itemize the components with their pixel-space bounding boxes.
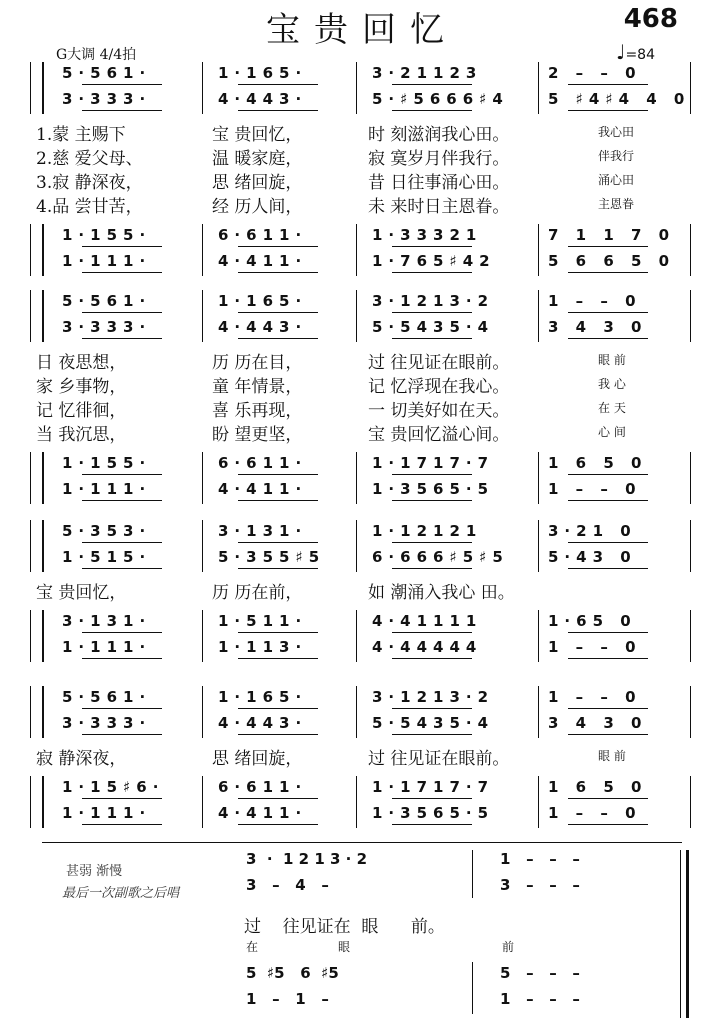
measure-low2: 1·111· (62, 480, 152, 498)
measure-low2: 1 – – 0 (548, 804, 642, 822)
beam-line (238, 708, 318, 709)
final-barline (680, 850, 681, 1018)
beam-line (392, 658, 472, 659)
measure-low1: 1·15♯6· (62, 778, 165, 796)
beam-line (568, 84, 648, 85)
beam-line (82, 824, 162, 825)
measure-top: 5·561· (62, 64, 152, 82)
barline (690, 686, 691, 738)
measure-top: 3·131· (218, 522, 308, 540)
lyric-verse-1: 过 往见证在眼前。 (368, 749, 510, 769)
measure-top: 5·561· (62, 292, 152, 310)
beam-line (392, 542, 472, 543)
beam-line (568, 110, 648, 111)
lyric-verse-2: 家 乡事物， (36, 377, 127, 397)
measure-low1: 6·611· (218, 226, 308, 244)
lyric-verse-4: 主恩眷 (598, 197, 635, 211)
barline (538, 776, 539, 828)
measure-bot: 3·333· (62, 90, 152, 108)
measure-low2: 4·411· (218, 804, 308, 822)
lyric-verse-4: 未 来时日主恩眷。 (368, 197, 510, 217)
barline (538, 686, 539, 738)
lyric-verse-4: 心 间 (598, 425, 626, 439)
barline (42, 686, 44, 738)
barline (538, 224, 539, 276)
barline (690, 62, 691, 114)
lyric-verse-2: 童 年情景， (212, 377, 303, 397)
lyric-verse-1: 宝 贵回忆， (212, 125, 303, 145)
measure-low2: 1·111· (62, 804, 152, 822)
measure-bot: 3·333· (62, 714, 152, 732)
measure-top: 1·165· (218, 64, 308, 82)
beam-line (392, 272, 472, 273)
measure-low2: 4·411· (218, 480, 308, 498)
lyric-verse-1: 眼 前 (598, 353, 626, 367)
beam-line (238, 110, 318, 111)
beam-line (82, 110, 162, 111)
system-bracket (30, 62, 31, 114)
lyric-verse-2: 伴我行 (598, 149, 635, 163)
barline (472, 962, 473, 1014)
beam-line (238, 658, 318, 659)
beam-line (238, 542, 318, 543)
coda-low1-1: 5 ♯5 6 ♯5 (246, 964, 339, 982)
measure-low2: 1 – – 0 (548, 480, 642, 498)
beam-line (238, 312, 318, 313)
barline (690, 776, 691, 828)
measure-bot: 4·443· (218, 318, 308, 336)
barline (538, 610, 539, 662)
measure-low1: 4·41111 (372, 612, 483, 630)
barline (202, 290, 203, 342)
beam-line (568, 338, 648, 339)
beam-line (82, 708, 162, 709)
measure-low1: 1·65 0 (548, 612, 637, 630)
final-barline-thick (686, 850, 689, 1018)
coda-lyric-small: 前 (502, 940, 515, 954)
barline (42, 452, 44, 504)
beam-line (238, 84, 318, 85)
beam-line (392, 734, 472, 735)
measure-low1: 1·1717·7 (372, 778, 495, 796)
beam-line (82, 568, 162, 569)
beam-line (238, 824, 318, 825)
measure-bot: 5·43 0 (548, 548, 637, 566)
measure-top: 3·21123 (372, 64, 483, 82)
system-bracket (30, 452, 31, 504)
coda-lyric: 过 往见证在 眼 前。 (244, 917, 445, 937)
measure-bot: 3 4 3 0 (548, 318, 648, 336)
beam-line (568, 798, 648, 799)
lyric-verse-3: 记 忆徘徊， (36, 401, 127, 421)
beam-line (392, 708, 472, 709)
measure-top: 2 – – 0 (548, 64, 642, 82)
beam-line (392, 84, 472, 85)
lyric-verse-1: 我心田 (598, 125, 635, 139)
lyric-verse-3: 思 绪回旋， (212, 173, 303, 193)
measure-top: 5·561· (62, 688, 152, 706)
beam-line (82, 632, 162, 633)
measure-low1: 1 6 5 0 (548, 778, 648, 796)
measure-low1: 3·131· (62, 612, 152, 630)
measure-low1: 1·155· (62, 226, 152, 244)
beam-line (568, 474, 648, 475)
lyric-verse-4: 经 历人间， (212, 197, 303, 217)
measure-low1: 1·1717·7 (372, 454, 495, 472)
measure-low1: 1 6 5 0 (548, 454, 648, 472)
measure-low2: 5 6 6 5 0 (548, 252, 676, 270)
barline (42, 520, 44, 572)
lyric-verse-3: 3.寂 静深夜， (36, 173, 143, 193)
measure-low2: 4·411· (218, 252, 308, 270)
lyric-verse-1: 日 夜思想， (36, 353, 127, 373)
lyric-verse-2: 2.慈 爱父母、 (36, 149, 143, 169)
beam-line (238, 734, 318, 735)
barline (202, 62, 203, 114)
measure-low2: 4·44444 (372, 638, 483, 656)
beam-line (238, 798, 318, 799)
measure-bot: 5·5435·4 (372, 318, 495, 336)
measure-top: 1·165· (218, 688, 308, 706)
barline (538, 520, 539, 572)
measure-low1: 1·33321 (372, 226, 483, 244)
beam-line (568, 500, 648, 501)
beam-line (568, 246, 648, 247)
lyric-verse-2: 寂 寞岁月伴我行。 (368, 149, 510, 169)
coda-lyric-small: 在 (246, 940, 259, 954)
lyric-verse-1: 如 潮涌入我心 田。 (368, 583, 515, 603)
lyric-verse-1: 眼 前 (598, 749, 626, 763)
beam-line (568, 658, 648, 659)
coda-bot-1: 3 – 4 – (246, 876, 329, 894)
barline (42, 610, 44, 662)
beam-line (392, 500, 472, 501)
barline (690, 290, 691, 342)
beam-line (568, 272, 648, 273)
coda-top-rule (42, 842, 682, 843)
measure-top: 3·21 0 (548, 522, 637, 540)
beam-line (82, 542, 162, 543)
beam-line (568, 708, 648, 709)
measure-low1: 6·611· (218, 454, 308, 472)
coda-low1-2: 5 – – – (500, 964, 580, 982)
lyric-verse-3: 在 天 (598, 401, 626, 415)
beam-line (238, 632, 318, 633)
lyric-verse-1: 思 绪回旋， (212, 749, 303, 769)
barline (202, 224, 203, 276)
beam-line (238, 568, 318, 569)
measure-low2: 1·111· (62, 252, 152, 270)
system-bracket (30, 610, 31, 662)
measure-bot: 1·515· (62, 548, 152, 566)
beam-line (392, 632, 472, 633)
barline (690, 610, 691, 662)
barline (42, 290, 44, 342)
barline (538, 62, 539, 114)
lyric-verse-2: 温 暖家庭， (212, 149, 303, 169)
beam-line (568, 734, 648, 735)
measure-bot: 5·♯5666♯4 (372, 90, 509, 108)
hymn-number: 468 (623, 4, 678, 34)
system-bracket (30, 776, 31, 828)
measure-low1: 1·155· (62, 454, 152, 472)
beam-line (568, 568, 648, 569)
lyric-verse-1: 宝 贵回忆， (36, 583, 127, 603)
measure-low2: 1·113· (218, 638, 308, 656)
lyric-verse-3: 一 切美好如在天。 (368, 401, 510, 421)
barline (538, 290, 539, 342)
lyric-verse-4: 宝 贵回忆溢心间。 (368, 425, 510, 445)
barline (538, 452, 539, 504)
barline (42, 224, 44, 276)
coda-low2-2: 1 – – – (500, 990, 580, 1008)
beam-line (82, 338, 162, 339)
measure-top: 1 – – 0 (548, 688, 642, 706)
measure-low1: 6·611· (218, 778, 308, 796)
coda-top-1: 3 · 1 2 1 3 · 2 (246, 850, 368, 868)
beam-line (568, 632, 648, 633)
measure-bot: 5 ♯4♯4 4 0 (548, 90, 691, 108)
measure-bot: 5·5435·4 (372, 714, 495, 732)
system-bracket (30, 224, 31, 276)
beam-line (82, 474, 162, 475)
barline (472, 850, 473, 898)
barline (202, 610, 203, 662)
beam-line (238, 474, 318, 475)
beam-line (82, 734, 162, 735)
coda-lyric-small: 眼 (338, 940, 351, 954)
lyric-verse-1: 历 历在目， (212, 353, 303, 373)
beam-line (238, 272, 318, 273)
performance-note: 最后一次副歌之后唱 (62, 886, 180, 901)
beam-line (568, 542, 648, 543)
measure-top: 3·1213·2 (372, 292, 495, 310)
beam-line (392, 312, 472, 313)
coda-low2-1: 1 – 1 – (246, 990, 329, 1008)
measure-bot: 6·666♯5♯5 (372, 548, 509, 566)
measure-low1: 1·511· (218, 612, 308, 630)
coda-top-2: 1 – – – (500, 850, 580, 868)
barline (42, 62, 44, 114)
beam-line (392, 798, 472, 799)
measure-bot: 4·443· (218, 714, 308, 732)
beam-line (392, 110, 472, 111)
barline (202, 686, 203, 738)
beam-line (82, 84, 162, 85)
lyric-verse-1: 时 刻滋润我心田。 (368, 125, 510, 145)
beam-line (238, 246, 318, 247)
hymn-title: 宝贵回忆 (266, 10, 458, 50)
measure-low2: 1·765♯42 (372, 252, 496, 270)
quarter-note-icon: ♩ (616, 40, 626, 64)
beam-line (82, 272, 162, 273)
lyric-verse-2: 我 心 (598, 377, 626, 391)
measure-bot: 5·355♯5 (218, 548, 326, 566)
lyric-verse-4: 当 我沉思， (36, 425, 127, 445)
beam-line (82, 658, 162, 659)
system-bracket (30, 290, 31, 342)
lyric-verse-1: 1.蒙 主赐下 (36, 125, 126, 145)
barline (202, 520, 203, 572)
measure-top: 3·1213·2 (372, 688, 495, 706)
system-bracket (30, 686, 31, 738)
barline (42, 776, 44, 828)
key-signature: G大调 4/4拍 (56, 47, 137, 63)
barline (202, 776, 203, 828)
measure-low2: 1·3565·5 (372, 480, 495, 498)
barline (690, 452, 691, 504)
measure-bot: 4·443· (218, 90, 308, 108)
measure-top: 1 – – 0 (548, 292, 642, 310)
barline (690, 520, 691, 572)
beam-line (82, 312, 162, 313)
beam-line (392, 824, 472, 825)
measure-top: 1·12121 (372, 522, 483, 540)
lyric-verse-1: 过 往见证在眼前。 (368, 353, 510, 373)
measure-bot: 3·333· (62, 318, 152, 336)
lyric-verse-4: 盼 望更坚， (212, 425, 303, 445)
barline (202, 452, 203, 504)
beam-line (82, 246, 162, 247)
lyric-verse-3: 喜 乐再现， (212, 401, 303, 421)
measure-low2: 1·3565·5 (372, 804, 495, 822)
beam-line (392, 338, 472, 339)
dynamic-marking: 甚弱 渐慢 (66, 864, 123, 879)
lyric-verse-4: 4.品 尝甘苦， (36, 197, 143, 217)
lyric-verse-2: 记 忆浮现在我心。 (368, 377, 510, 397)
lyric-verse-1: 寂 静深夜， (36, 749, 127, 769)
beam-line (238, 500, 318, 501)
lyric-verse-3: 昔 日往事涌心田。 (368, 173, 510, 193)
tempo-value: =84 (625, 47, 655, 63)
beam-line (238, 338, 318, 339)
beam-line (392, 568, 472, 569)
barline (690, 224, 691, 276)
measure-top: 5·353· (62, 522, 152, 540)
system-bracket (30, 520, 31, 572)
measure-low1: 7 1 1 7 0 (548, 226, 676, 244)
beam-line (568, 312, 648, 313)
coda-bot-2: 3 – – – (500, 876, 580, 894)
beam-line (82, 500, 162, 501)
lyric-verse-1: 历 历在前， (212, 583, 303, 603)
beam-line (392, 474, 472, 475)
measure-low2: 1 – – 0 (548, 638, 642, 656)
lyric-verse-3: 涌心田 (598, 173, 635, 187)
measure-top: 1·165· (218, 292, 308, 310)
measure-low2: 1·111· (62, 638, 152, 656)
beam-line (82, 798, 162, 799)
beam-line (392, 246, 472, 247)
measure-bot: 3 4 3 0 (548, 714, 648, 732)
beam-line (568, 824, 648, 825)
